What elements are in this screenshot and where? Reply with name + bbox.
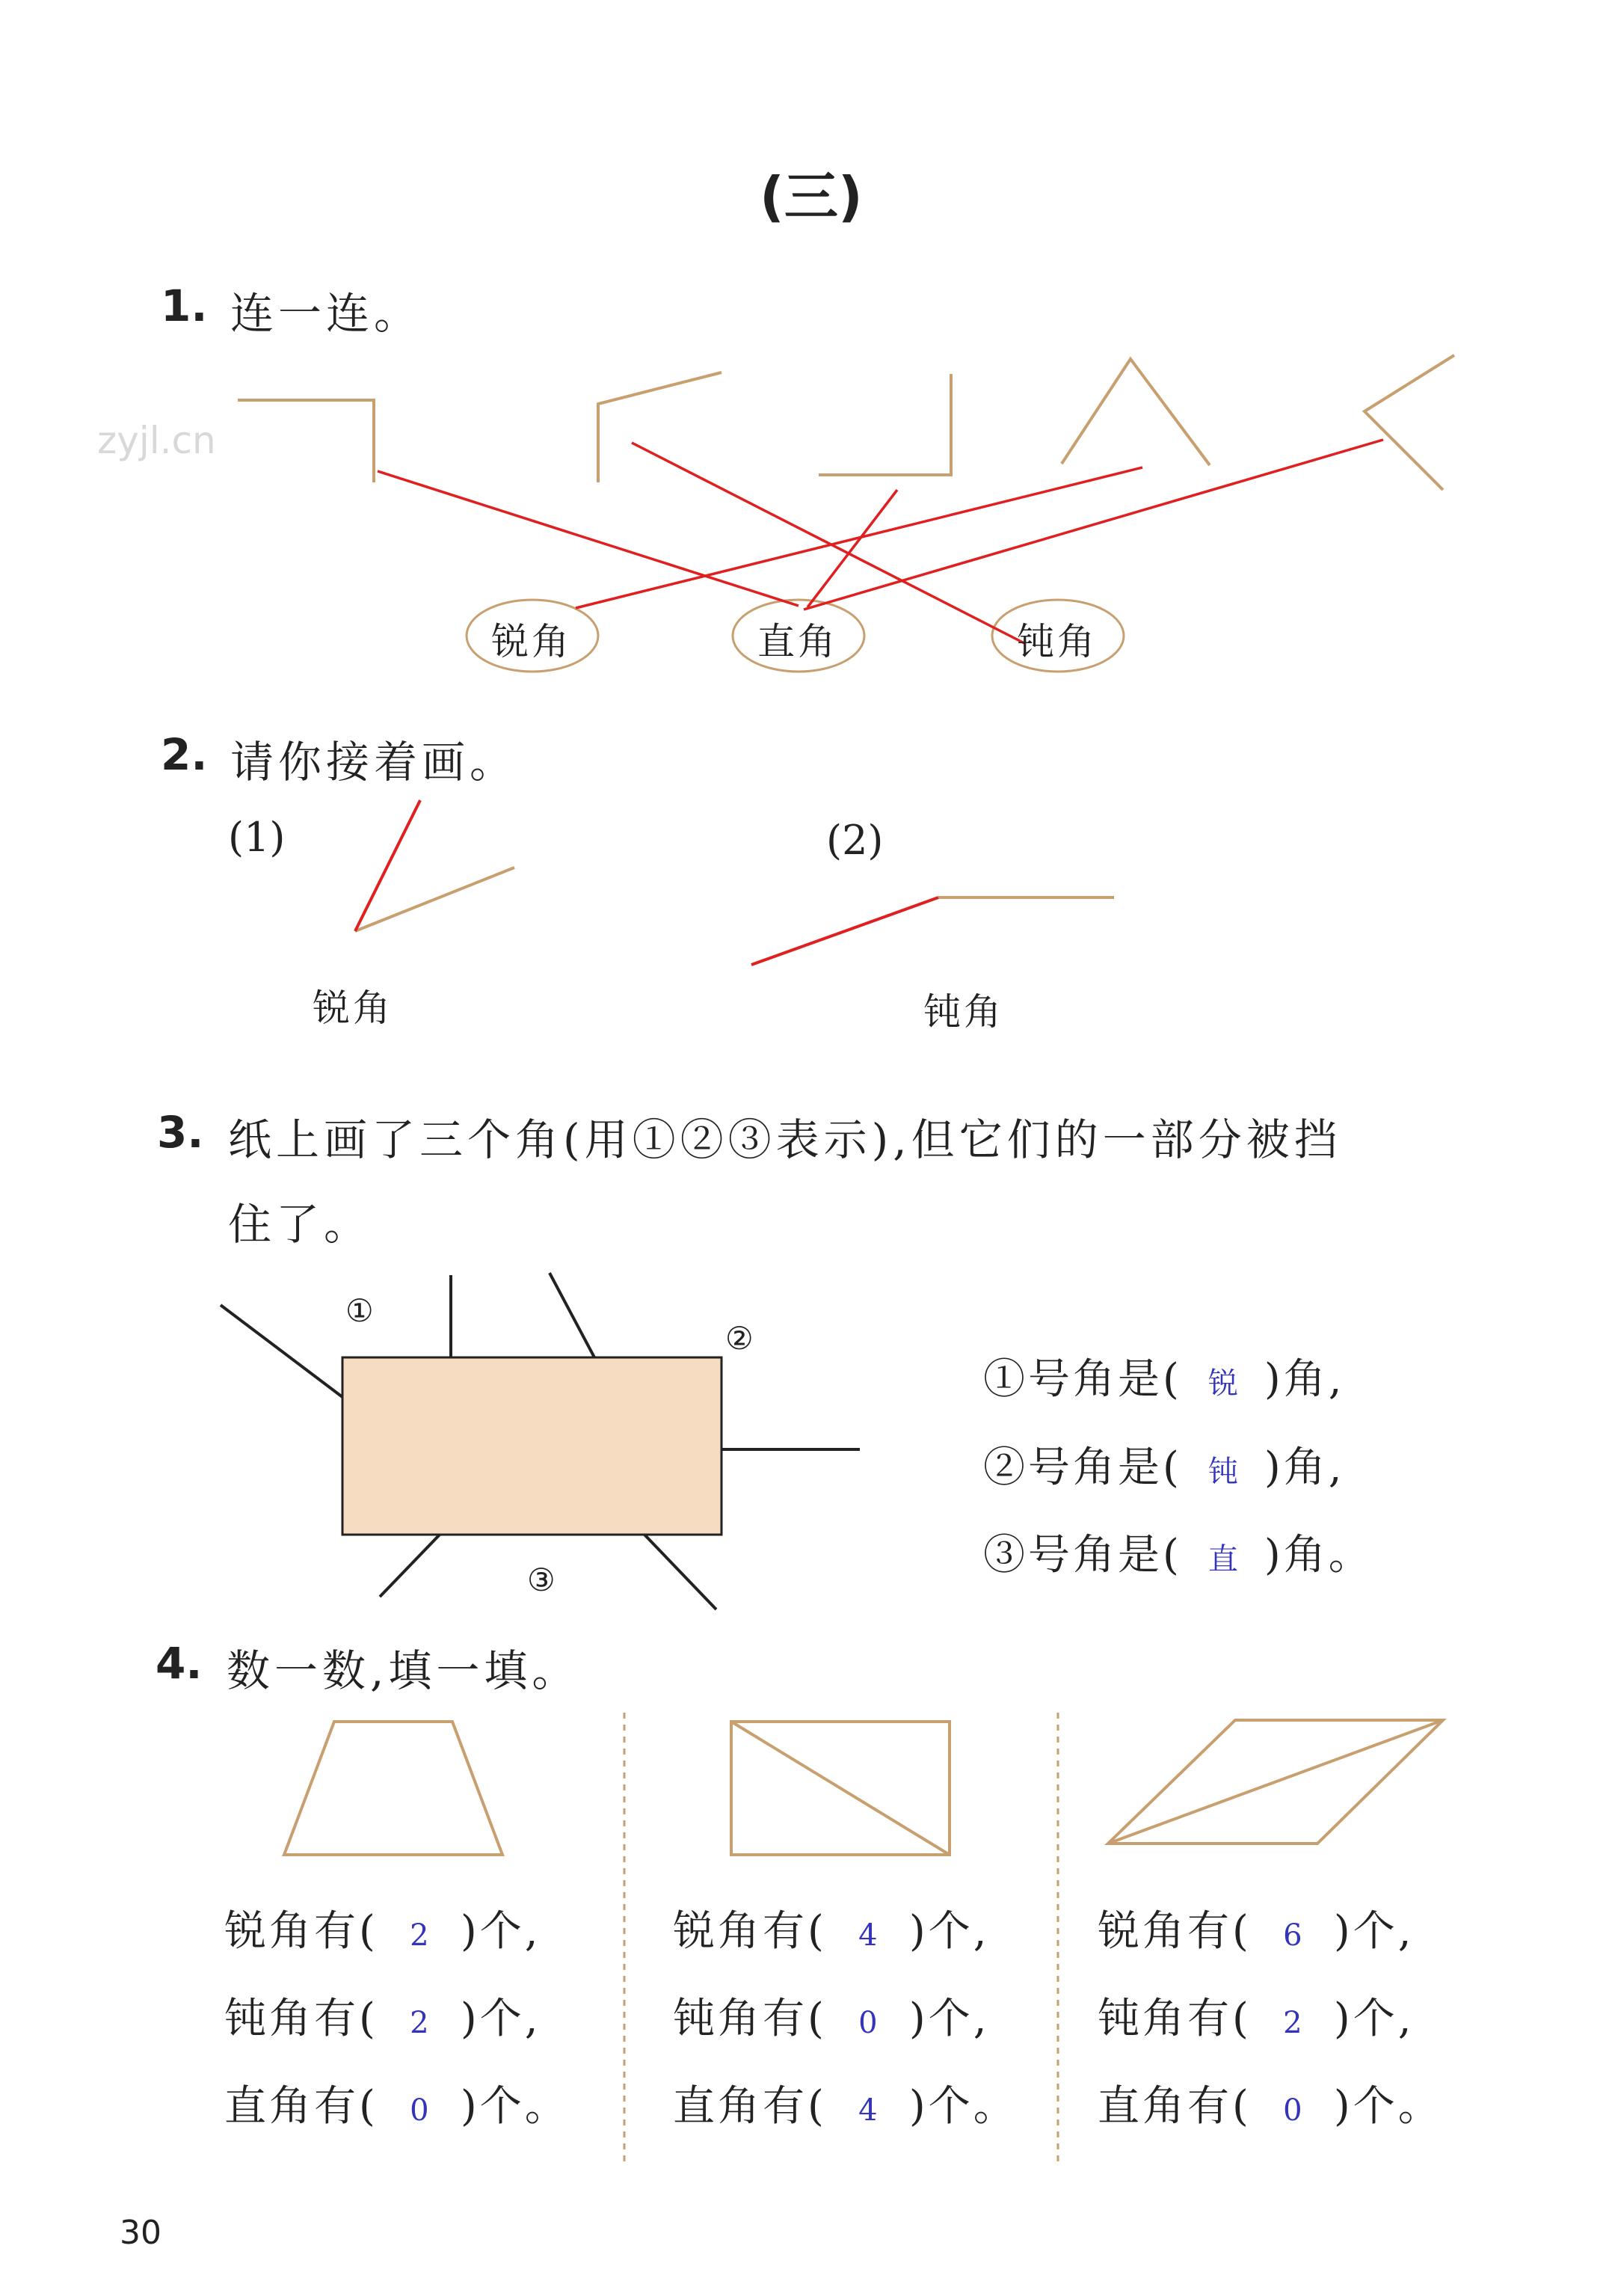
covering-paper xyxy=(342,1357,722,1535)
q3-marker-2: ② xyxy=(725,1320,754,1357)
ray-2a xyxy=(550,1273,594,1357)
q4-text: 数一数,填一填。 xyxy=(227,1645,580,1696)
link-3 xyxy=(807,490,897,607)
q3-marker-1: ① xyxy=(345,1292,374,1329)
rectangle-diagonal xyxy=(731,1722,950,1855)
q4-col3-line3: 直角有( 0 )个。 xyxy=(1098,2082,1443,2131)
parallelogram-diagonal xyxy=(1108,1720,1443,1844)
q4-col3-acute-count: 6 xyxy=(1283,1918,1302,1953)
q3-marker-3: ③ xyxy=(527,1562,556,1598)
q4-col1-right-count: 0 xyxy=(410,2093,429,2128)
q4-col3-line2: 钝角有( 2 )个, xyxy=(1098,1995,1415,2043)
q4-shapes xyxy=(284,1720,1443,1855)
q2-text: 请你接着画。 xyxy=(230,737,518,788)
trapezoid xyxy=(284,1722,502,1855)
q1-label-right: 直角 xyxy=(757,620,838,663)
q1-label-obtuse: 钝角 xyxy=(1017,620,1098,663)
q4-col3-obtuse-count: 2 xyxy=(1283,2006,1302,2040)
q1-angle-5-obtuse xyxy=(1365,355,1454,490)
q1-text: 连一连。 xyxy=(230,288,422,339)
q2-angle-1 xyxy=(355,800,514,931)
link-4 xyxy=(576,467,1142,608)
q4-col2-acute-count: 4 xyxy=(858,1918,878,1953)
q1-label-acute: 锐角 xyxy=(491,620,572,663)
q3-answer-3: ③号角是( 直 )角。 xyxy=(983,1531,1373,1580)
q1-angle-3-right xyxy=(819,374,951,475)
q3-answer-1-value: 锐 xyxy=(1207,1366,1238,1401)
q3-answer-1: ①号角是( 锐 )角, xyxy=(983,1355,1345,1404)
q4-col1-obtuse-count: 2 xyxy=(410,2006,429,2040)
q2-angle-2 xyxy=(751,897,1114,965)
link-5 xyxy=(804,440,1383,610)
q1-angle-2-acute xyxy=(598,372,722,482)
q3-answer-3-value: 直 xyxy=(1207,1542,1238,1577)
q4-col3-right-count: 0 xyxy=(1283,2093,1302,2128)
q2-part1-index: (1) xyxy=(228,814,286,861)
ray-1a xyxy=(221,1305,342,1397)
q4-col2-right-count: 4 xyxy=(858,2093,878,2128)
q4-col1-line3: 直角有( 0 )个。 xyxy=(224,2082,570,2131)
ray-3a xyxy=(380,1535,440,1597)
q1-number: 1. xyxy=(161,280,208,331)
q4-col3-line1: 锐角有( 6 )个, xyxy=(1098,1907,1415,1956)
q4-col2-line3: 直角有( 4 )个。 xyxy=(673,2082,1018,2131)
q4-col1-line2: 钝角有( 2 )个, xyxy=(224,1995,541,2043)
q4-col1-acute-count: 2 xyxy=(410,1918,429,1953)
q2-part2-label: 钝角 xyxy=(923,990,1004,1034)
q2-number: 2. xyxy=(161,729,208,780)
q3-text-line1: 纸上画了三个角(用①②③表示),但它们的一部分被挡 xyxy=(228,1114,1342,1165)
q1-angle-shapes xyxy=(238,355,1454,490)
q4-col1-line1: 锐角有( 2 )个, xyxy=(224,1907,541,1956)
q4-col2-obtuse-count: 0 xyxy=(858,2006,878,2040)
q1-angle-4-acute xyxy=(1062,359,1210,465)
q3-figure xyxy=(221,1273,860,1609)
page-number: 30 xyxy=(120,2214,161,2252)
link-1 xyxy=(378,471,799,606)
q4-col2-line2: 钝角有( 0 )个, xyxy=(673,1995,990,2043)
q3-answer-2: ②号角是( 钝 )角, xyxy=(983,1443,1345,1492)
q3-answer-2-value: 钝 xyxy=(1207,1455,1238,1489)
q4-col2-line1: 锐角有( 4 )个, xyxy=(673,1907,990,1956)
q3-number: 3. xyxy=(157,1107,204,1158)
q3-text-line2: 住了。 xyxy=(228,1199,372,1250)
q4-number: 4. xyxy=(156,1638,203,1689)
q2-part2-index: (2) xyxy=(826,817,884,864)
q2-part1-label: 锐角 xyxy=(313,986,393,1030)
q1-angle-1-right xyxy=(238,400,374,482)
ray-3b xyxy=(644,1535,716,1609)
section-title: (三) xyxy=(760,165,863,228)
watermark: zyjl.cn xyxy=(97,419,216,462)
